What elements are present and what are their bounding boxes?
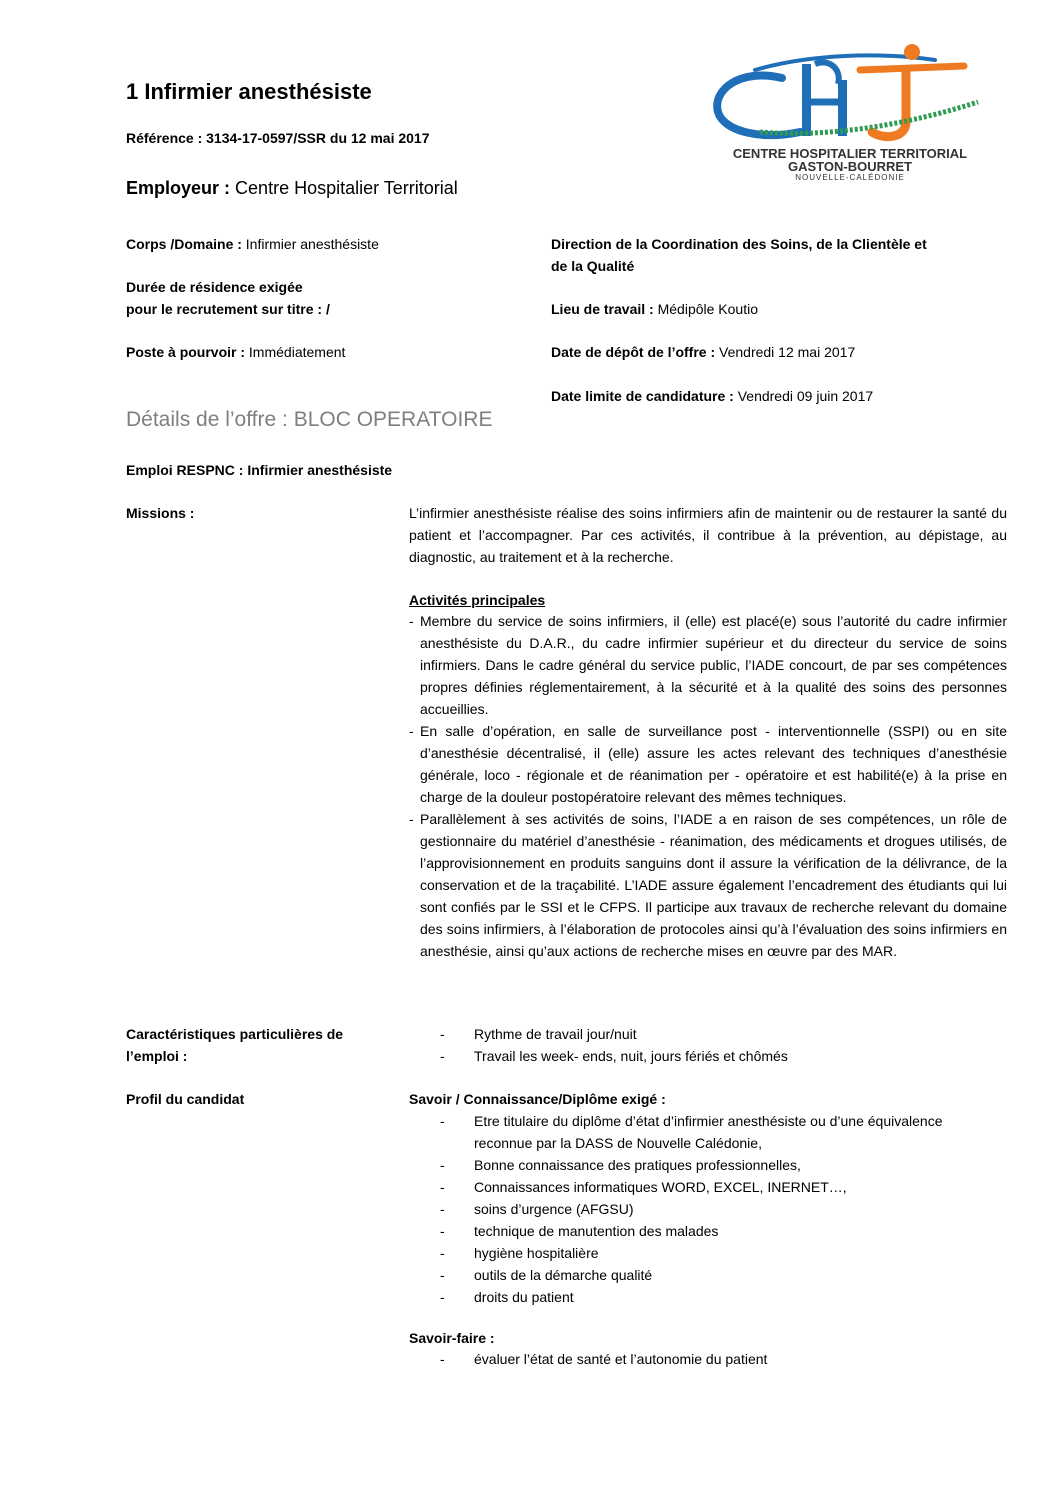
savoir-faire-title: Savoir-faire :	[409, 1330, 495, 1346]
employer-label: Employeur :	[126, 178, 231, 198]
list-item: - droits du patient	[440, 1289, 574, 1305]
direction-line1: Direction de la Coordination des Soins, de la Clientèle et	[551, 236, 927, 252]
lieu-value: Médipôle Koutio	[657, 301, 758, 317]
list-item-text: Etre titulaire du diplôme d’état d’infirmier anesthésiste ou d’une équivalence reconnue par la DASS de Nouvelle Calédonie,	[474, 1113, 943, 1151]
list-item: - Connaissances informatiques WORD, EXCEL, INERNET…,	[440, 1179, 847, 1195]
logo-line3: NOUVELLE-CALÉDONIE	[795, 173, 905, 182]
list-item: - soins d’urgence (AFGSU)	[440, 1201, 634, 1217]
list-item: - Rythme de travail jour/nuit	[440, 1026, 637, 1042]
activities-title: Activités principales	[409, 592, 546, 608]
list-item: - Travail les week- ends, nuit, jours fériés et chômés	[440, 1048, 788, 1064]
list-item: - hygiène hospitalière	[440, 1245, 599, 1261]
savoir-list	[409, 1110, 1007, 1308]
list-item-text: soins d’urgence (AFGSU)	[474, 1201, 634, 1217]
list-item-text: Connaissances informatiques WORD, EXCEL, INERNET…,	[474, 1179, 847, 1195]
limite-label: Date limite de candidature :	[551, 388, 734, 404]
poste-label: Poste à pourvoir :	[126, 344, 246, 360]
list-item-text: droits du patient	[474, 1289, 574, 1305]
list-item-text: hygiène hospitalière	[474, 1245, 599, 1261]
depot-value: Vendredi 12 mai 2017	[719, 344, 856, 360]
profil-label: Profil du candidat	[126, 1091, 245, 1107]
activity-text: Parallèlement à ses activités de soins, l’IADE a en raison de ses compétences, un rôle de gestionnaire du matériel d’anesthésie - réanimation, des médicaments et drogues utilisés, de l’approvisionnement en produits sanguins dont il assure la vérification de la délivrance, de la conservation et de la traçabilité. L’IADE assure également l’encadrement des étudiants qui lui sont confiés par le SSI et le CFPS. Il participe aux travaux de recherche relevant du domaine des soins infirmiers, à l’élaboration de protocoles ainsi qu’à l’évaluation des soins infirmiers en anesthésie, ainsi qu’aux actions de recherche mises en œuvre par des MAR.	[420, 811, 1007, 959]
caracteristiques-label-1: Caractéristiques particulières de	[126, 1026, 344, 1042]
list-item-text: technique de manutention des malades	[474, 1223, 719, 1239]
depot-label: Date de dépôt de l’offre :	[551, 344, 716, 360]
employer	[126, 178, 458, 199]
list-item-text: Rythme de travail jour/nuit	[474, 1026, 637, 1042]
employer-value: Centre Hospitalier Territorial	[235, 178, 458, 198]
savoir-title: Savoir / Connaissance/Diplôme exigé :	[409, 1091, 666, 1107]
duree-value: /	[325, 301, 330, 317]
corps-domaine	[126, 233, 379, 255]
duree-residence	[126, 298, 330, 320]
date-limite	[551, 385, 873, 407]
date-depot	[551, 341, 855, 363]
savoir-faire-list	[409, 1348, 1007, 1370]
direction-line2: de la Qualité	[551, 258, 635, 274]
list-item-text: Bonne connaissance des pratiques professionnelles,	[474, 1157, 801, 1173]
corps-value: Infirmier anesthésiste	[245, 236, 379, 252]
caracteristiques-list	[409, 1023, 1007, 1067]
limite-value: Vendredi 09 juin 2017	[737, 388, 874, 404]
poste-a-pourvoir	[126, 341, 345, 363]
duree-label-1: Durée de résidence exigée	[126, 279, 303, 295]
list-item: - outils de la démarche qualité	[440, 1267, 653, 1283]
list-item-text: outils de la démarche qualité	[474, 1267, 653, 1283]
caracteristiques-label-2: l’emploi :	[126, 1048, 188, 1064]
logo-line2: GASTON-BOURRET	[788, 159, 912, 174]
activity-item: - En salle d’opération, en salle de surveillance post - interventionnelle (SSPI) ou en site d’anesthésie décentralisé, il (elle) assure les actes relevant des techniques d’anesthésie générale, loco - régionale et de réanimation per - opératoire et est habilité(e) à la prise en charge de la douleur postopératoire relevant des mêmes techniques.	[409, 723, 1007, 805]
details-heading: Détails de l’offre : BLOC OPERATOIRE	[126, 408, 493, 431]
list-item: - Etre titulaire du diplôme d’état d’infirmier anesthésiste ou d’une équivalence reconnue par la DASS de Nouvelle Calédonie,	[440, 1113, 943, 1151]
activity-item: - Parallèlement à ses activités de soins, l’IADE a en raison de ses compétences, un rôle de gestionnaire du matériel d’anesthésie - réanimation, des médicaments et drogues utilisés, de l’approvisionnement en produits sanguins dont il assure la vérification de la délivrance, de la conservation et de la traçabilité. L’IADE assure également l’encadrement des étudiants qui lui sont confiés par le SSI et le CFPS. Il participe aux travaux de recherche relevant du domaine des soins infirmiers, à l’élaboration de protocoles ainsi qu’à l’évaluation des soins infirmiers en anesthésie, ainsi qu’aux actions de recherche mises en œuvre par des MAR.	[409, 811, 1007, 959]
page-title: 1 Infirmier anesthésiste	[126, 79, 372, 104]
lieu-de-travail	[551, 298, 758, 320]
activities-list	[409, 610, 1007, 962]
emploi-respnc: Emploi RESPNC : Infirmier anesthésiste	[126, 462, 393, 478]
activity-text: Membre du service de soins infirmiers, il (elle) est placé(e) sous l’autorité du cadre infirmier anesthésiste du D.A.R., du cadre infirmier supérieur et du directeur du service de soins infirmiers. Dans le cadre général du service public, l’IADE concourt, de par ses compétences propres définies réglementairement, à la sécurité et à la qualité des soins des personnes accueillies.	[420, 613, 1007, 717]
list-item: - Bonne connaissance des pratiques professionnelles,	[440, 1157, 801, 1173]
corps-label: Corps /Domaine :	[126, 236, 242, 252]
list-item-text: évaluer l’état de santé et l’autonomie du patient	[474, 1351, 768, 1367]
list-item-text: Travail les week- ends, nuit, jours fériés et chômés	[474, 1048, 788, 1064]
list-item: - évaluer l’état de santé et l’autonomie du patient	[440, 1351, 768, 1367]
logo-line1: CENTRE HOSPITALIER TERRITORIAL	[732, 146, 968, 161]
duree-label-2: pour le recrutement sur titre :	[126, 301, 323, 317]
reference: Référence : 3134-17-0597/SSR du 12 mai 2017	[126, 130, 430, 146]
activity-item: - Membre du service de soins infirmiers, il (elle) est placé(e) sous l’autorité du cadre infirmier anesthésiste du D.A.R., du cadre infirmier supérieur et du directeur du service de soins infirmiers. Dans le cadre général du service public, l’IADE concourt, de par ses compétences propres définies réglementairement, à la sécurité et à la qualité des soins des personnes accueillies.	[409, 613, 1007, 717]
missions-label: Missions :	[126, 505, 195, 521]
missions-intro: L’infirmier anesthésiste réalise des soins infirmiers afin de maintenir ou de restaurer la santé du patient et l’accompagner. Par ces activités, il contribue à la prévention, au dépistage, au diagnostic, au traitement et à la recherche.	[409, 505, 1007, 565]
list-item: - technique de manutention des malades	[440, 1223, 719, 1239]
activity-text: En salle d’opération, en salle de surveillance post - interventionnelle (SSPI) ou en site d’anesthésie décentralisé, il (elle) assure les actes relevant des techniques d’anesthésie générale, loco - régionale et de réanimation per - opératoire et est habilité(e) à la prise en charge de la douleur postopératoire relevant des mêmes techniques.	[420, 723, 1007, 805]
poste-value: Immédiatement	[248, 344, 346, 360]
cht-logo	[710, 40, 990, 190]
lieu-label: Lieu de travail :	[551, 301, 654, 317]
